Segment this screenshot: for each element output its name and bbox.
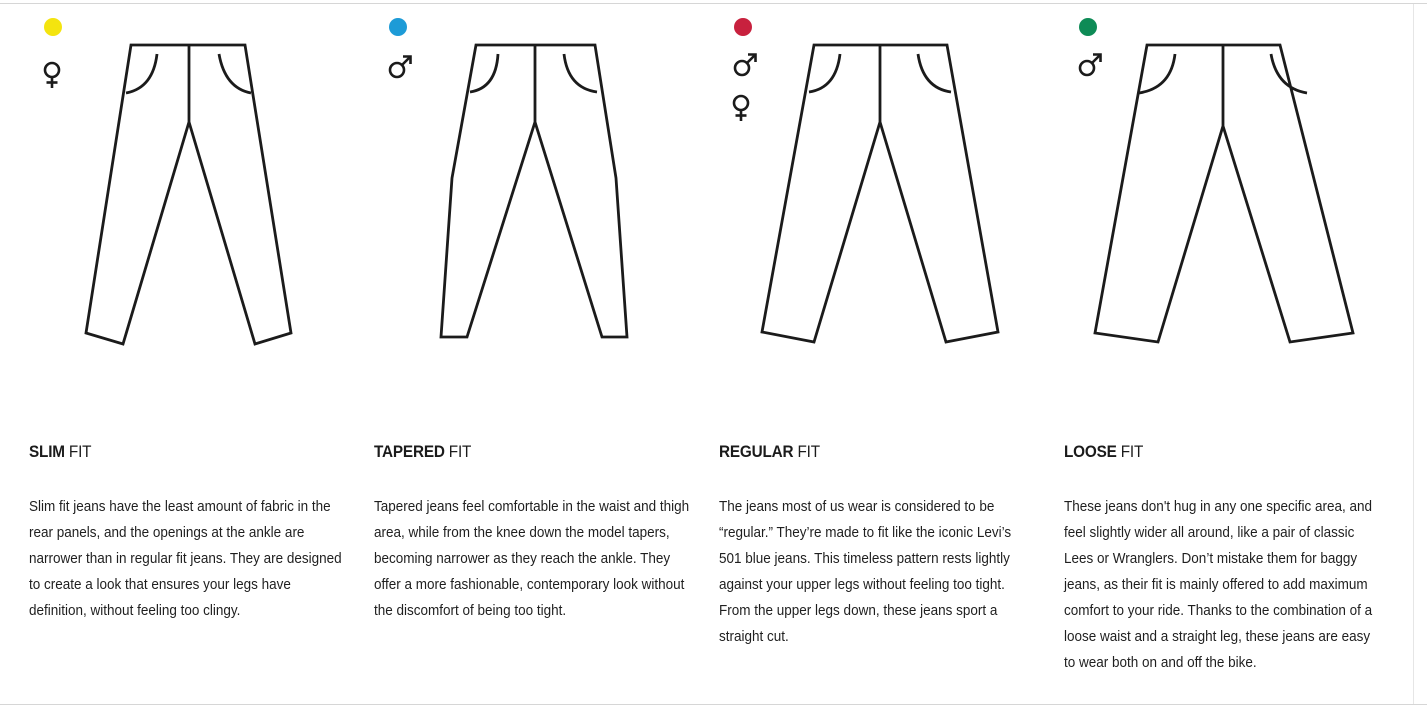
- right-divider: [1413, 4, 1414, 704]
- fit-column-tapered: [374, 0, 704, 707]
- fit-title-regular: REGULAR FIT: [719, 442, 820, 461]
- color-dot-green: [1079, 18, 1097, 36]
- fit-title-slim: SLIM FIT: [29, 442, 92, 461]
- male-symbol-icon: [386, 52, 414, 82]
- color-dot-blue: [389, 18, 407, 36]
- color-dot-yellow: [44, 18, 62, 36]
- jeans-outline-icon: [81, 40, 301, 350]
- jeans-outline-icon: [436, 40, 636, 350]
- color-dot-red: [734, 18, 752, 36]
- female-symbol-icon: [38, 60, 66, 90]
- fit-description-regular: The jeans most of us wear is considered to be “regular.” They’re made to fit like the iconic Levi’s 501 blue jeans. This timeless pattern rests lightly against your upper legs without feeling too tight. From the upper legs down, these jeans sport a straight cut.: [719, 498, 1012, 645]
- fit-column-loose: [1064, 0, 1394, 707]
- jeans-outline-icon: [758, 40, 1003, 350]
- fit-title-tapered: TAPERED FIT: [374, 442, 472, 461]
- fit-description-tapered: Tapered jeans feel comfortable in the waist and thigh area, while from the knee down the model tapers, becoming narrower as they reach the ankle. They offer a more fashionable, contemporary look without the discomfort of being too tight.: [374, 498, 690, 619]
- fit-description-loose: These jeans don't hug in any one specific area, and feel slightly wider all around, like a pair of classic Lees or Wranglers. Don’t mistake them for baggy jeans, as their fit is mainly offered to add maximum comfort to your ride. Thanks to the combination of a loose waist and a straight leg, these jeans are easy to wear both on and off the bike.: [1064, 498, 1373, 671]
- fit-column-regular: [719, 0, 1049, 707]
- male-symbol-icon: [731, 50, 759, 80]
- fit-description-slim: Slim fit jeans have the least amount of fabric in the rear panels, and the openings at the ankle are narrower than in regular fit jeans. They are designed to create a look that ensures your legs have definition, without feeling too clingy.: [29, 498, 342, 619]
- fit-column-slim: [29, 0, 359, 707]
- jeans-outline-icon: [1091, 40, 1356, 350]
- female-symbol-icon: [727, 93, 755, 123]
- fit-title-loose: LOOSE FIT: [1064, 442, 1144, 461]
